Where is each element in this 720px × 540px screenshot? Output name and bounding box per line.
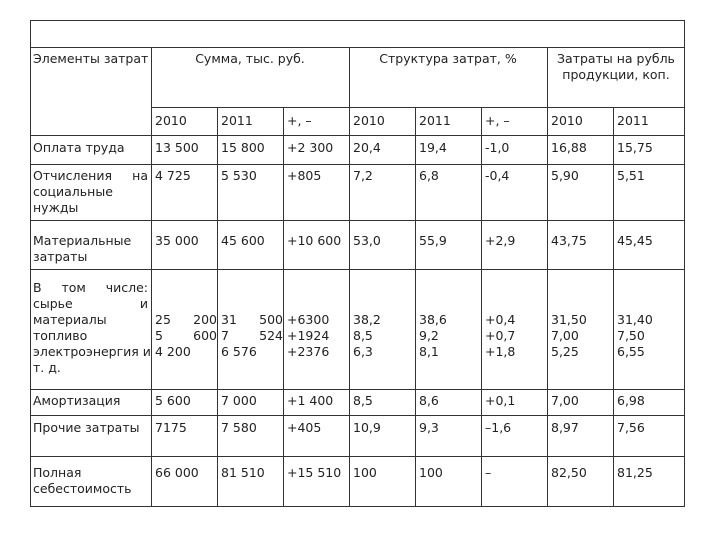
- cell: 7,2: [353, 168, 373, 183]
- row-rule: [31, 415, 684, 416]
- row-label-line: материалы: [33, 312, 107, 327]
- cell: 53,0: [353, 233, 381, 248]
- row-rule: [31, 389, 684, 390]
- cell: 25 200: [155, 312, 217, 327]
- cell: 82,50: [551, 465, 587, 480]
- col-rule: [481, 107, 482, 506]
- subheader-sum-2010: 2010: [155, 113, 187, 128]
- row-label-line: В том числе:: [33, 280, 148, 295]
- cell: 5 600: [155, 393, 191, 408]
- cell: 7,00: [551, 393, 579, 408]
- cell: 7175: [155, 420, 187, 435]
- cell: 35 000: [155, 233, 199, 248]
- cell: 43,75: [551, 233, 587, 248]
- row-rule: [31, 269, 684, 270]
- cell: 55,9: [419, 233, 447, 248]
- col-rule: [217, 107, 218, 506]
- cell: 10,9: [353, 420, 381, 435]
- cell: +1924: [287, 328, 330, 343]
- cell: +2 300: [287, 140, 334, 155]
- cell: 38,6: [419, 312, 447, 327]
- header-top-rule: [31, 47, 684, 48]
- cell: 38,2: [353, 312, 381, 327]
- cell: 4 200: [155, 344, 191, 359]
- cell: 4 725: [155, 168, 191, 183]
- header-sum: Сумма, тыс. руб.: [195, 51, 305, 66]
- cell: 9,3: [419, 420, 439, 435]
- cell: 6 576: [221, 344, 257, 359]
- cell: –1,6: [485, 420, 512, 435]
- cell: 6,55: [617, 344, 645, 359]
- cell: 5 600: [155, 328, 217, 343]
- cell: 8,1: [419, 344, 439, 359]
- col-rule: [283, 107, 284, 506]
- col-rule: [613, 107, 614, 506]
- row-rule: [31, 456, 684, 457]
- row-rule: [31, 220, 684, 221]
- header-per-ruble: Затраты на рубль продукции, коп.: [557, 51, 675, 82]
- cell: +0,4: [485, 312, 516, 327]
- cell: 81 510: [221, 465, 265, 480]
- cell: 31,40: [617, 312, 653, 327]
- cell: +10 600: [287, 233, 342, 248]
- row-label-line: сырье и: [33, 296, 148, 311]
- cell: 5,51: [617, 168, 645, 183]
- cell: 100: [353, 465, 377, 480]
- cell: 7,00: [551, 328, 579, 343]
- cell: 20,4: [353, 140, 381, 155]
- cell: 31,50: [551, 312, 587, 327]
- cell: 8,5: [353, 328, 373, 343]
- cell: 7 580: [221, 420, 257, 435]
- cell: +805: [287, 168, 322, 183]
- cell: 8,5: [353, 393, 373, 408]
- cell: 15,75: [617, 140, 653, 155]
- cell: 45 600: [221, 233, 265, 248]
- cell: 5,90: [551, 168, 579, 183]
- cell: 6,3: [353, 344, 373, 359]
- row-label: Материальные затраты: [33, 233, 132, 264]
- subheader-sum-2011: 2011: [221, 113, 253, 128]
- cell: 8,6: [419, 393, 439, 408]
- cell: 45,45: [617, 233, 653, 248]
- row-label: Отчисления на социальные нужды: [33, 168, 148, 215]
- row-label: Оплата труда: [33, 140, 125, 155]
- header-structure: Структура затрат, %: [379, 51, 517, 66]
- cell: –: [485, 465, 492, 480]
- cell: 19,4: [419, 140, 447, 155]
- cell: 81,25: [617, 465, 653, 480]
- cell: +15 510: [287, 465, 342, 480]
- cell: 8,97: [551, 420, 579, 435]
- cell: 15 800: [221, 140, 265, 155]
- subheader-struct-2010: 2010: [353, 113, 385, 128]
- col-rule: [151, 47, 152, 506]
- subheader-ruble-2011: 2011: [617, 113, 649, 128]
- row-label: Прочие затраты: [33, 420, 140, 435]
- cell: +0,7: [485, 328, 516, 343]
- col-rule: [415, 107, 416, 506]
- cell: 7 000: [221, 393, 257, 408]
- cell: 9,2: [419, 328, 439, 343]
- cell: 66 000: [155, 465, 199, 480]
- cell: 100: [419, 465, 443, 480]
- col-rule: [349, 47, 350, 506]
- cell: 7,50: [617, 328, 645, 343]
- cell: 6,8: [419, 168, 439, 183]
- row-rule: [31, 164, 684, 165]
- row-rule: [31, 135, 684, 136]
- subheader-sum-diff: +, –: [287, 113, 312, 128]
- cell: 31 500: [221, 312, 283, 327]
- header-elements: Элементы затрат: [33, 51, 149, 66]
- cell: +2376: [287, 344, 330, 359]
- cell: 16,88: [551, 140, 587, 155]
- cell: +0,1: [485, 393, 516, 408]
- row-label: Полная себестоимость: [33, 465, 132, 496]
- cell: +1,8: [485, 344, 516, 359]
- cell: 5 530: [221, 168, 257, 183]
- subheader-struct-diff: +, –: [485, 113, 510, 128]
- cell: -0,4: [485, 168, 510, 183]
- cell: 7,56: [617, 420, 645, 435]
- cell: 6,98: [617, 393, 645, 408]
- row-label-line: топливо: [33, 328, 88, 343]
- cell: 5,25: [551, 344, 579, 359]
- subheader-ruble-2010: 2010: [551, 113, 583, 128]
- cell: +405: [287, 420, 322, 435]
- col-rule: [547, 47, 548, 506]
- subheader-rule: [151, 107, 684, 108]
- cell: -1,0: [485, 140, 510, 155]
- cell: +6300: [287, 312, 330, 327]
- cell: +2,9: [485, 233, 516, 248]
- row-label: Амортизация: [33, 393, 121, 408]
- subheader-struct-2011: 2011: [419, 113, 451, 128]
- cell: 13 500: [155, 140, 199, 155]
- cell: +1 400: [287, 393, 334, 408]
- row-label-line: электроэнергия и т. д.: [33, 344, 151, 375]
- cell: 7 524: [221, 328, 283, 343]
